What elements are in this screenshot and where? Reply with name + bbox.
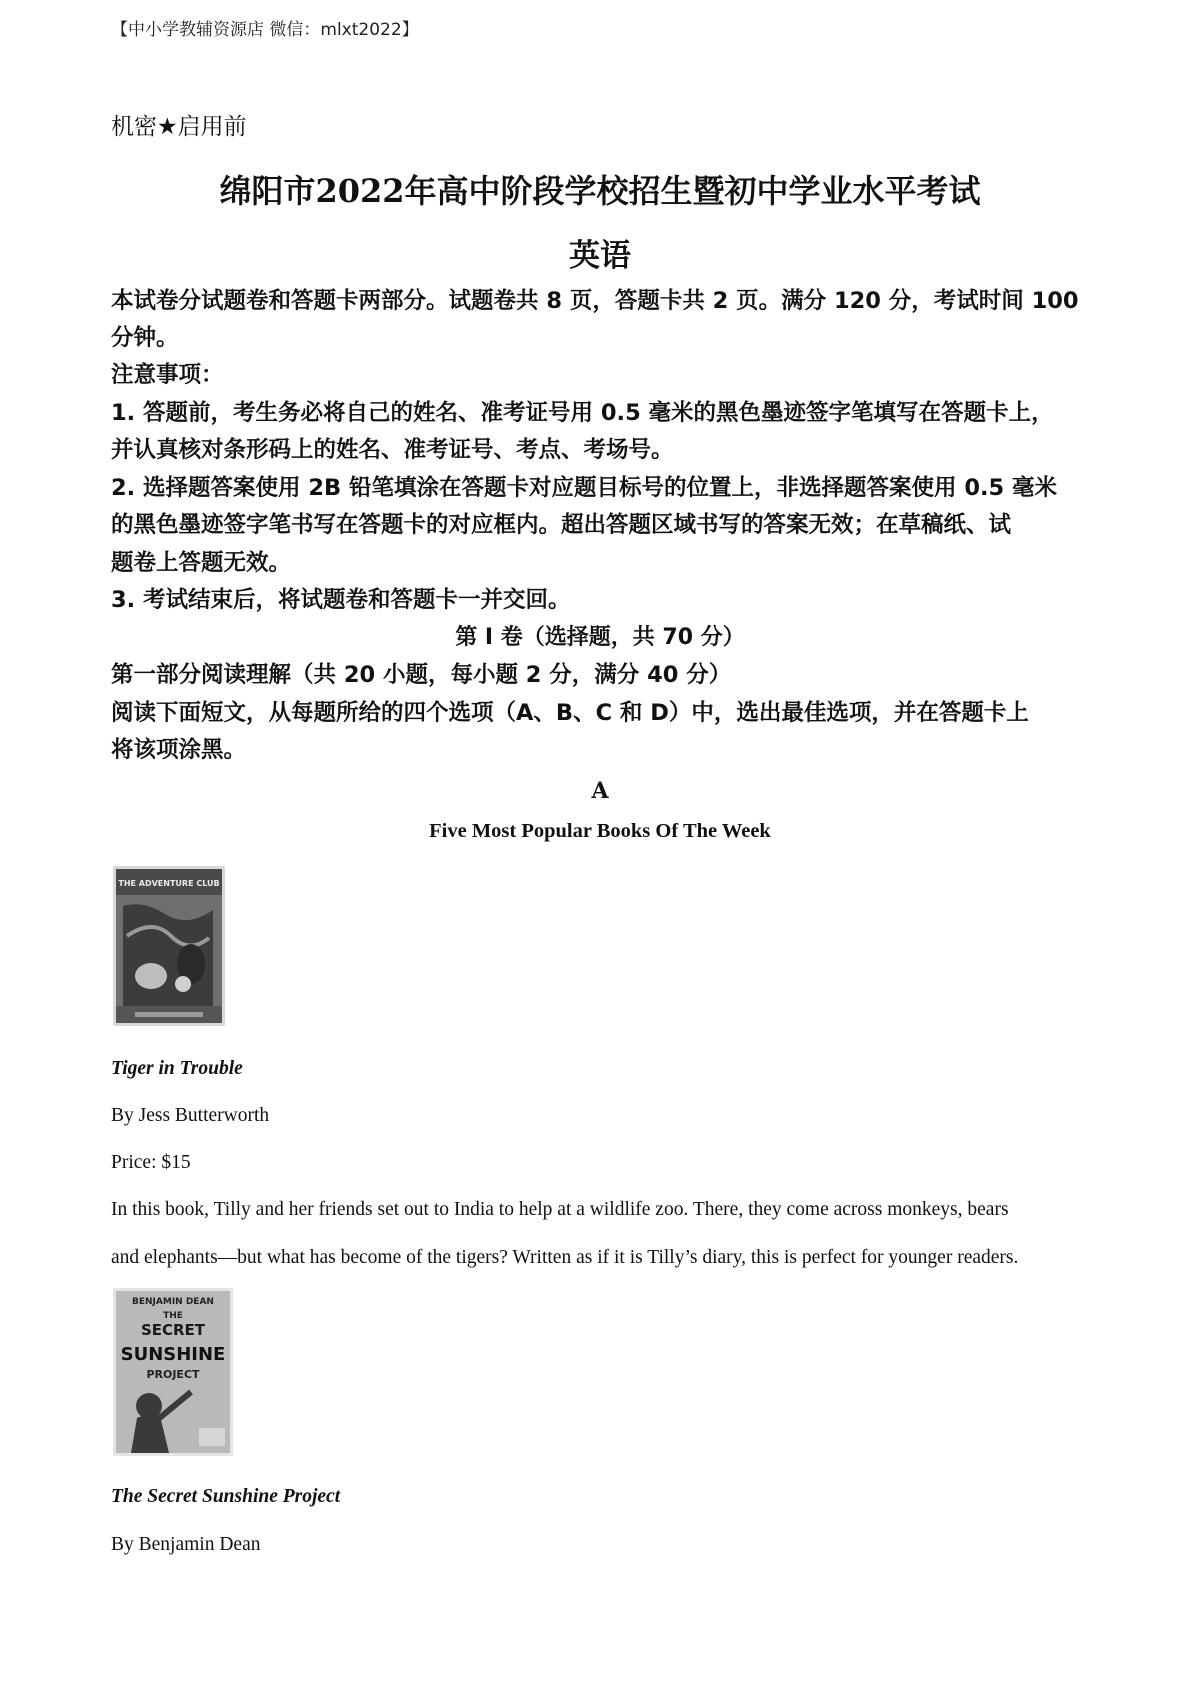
subject-title: 英语	[569, 238, 631, 274]
book-1-title: Tiger in Trouble	[111, 1058, 243, 1079]
exam-title: 绵阳市2022年高中阶段学校招生暨初中学业水平考试	[219, 172, 981, 210]
watermark-header: 【中小学教辅资源店 微信：mlxt2022】	[111, 20, 419, 40]
note-2-line-3: 题卷上答题无效。	[111, 550, 292, 576]
note-2-line-1: 2. 选择题答案使用 2B 铅笔填涂在答题卡对应题目标号的位置上，非选择题答案使用 0.5 毫米	[111, 475, 1058, 501]
note-1-line-1: 1. 答题前，考生务必将自己的姓名、准考证号用 0.5 毫米的黑色墨迹签字笔填写在答题卡上，	[111, 400, 1054, 426]
book-1-price: Price: $15	[111, 1152, 191, 1173]
book-cover-tiger-in-trouble	[113, 866, 225, 1026]
confidential-label: 机密★启用前	[111, 114, 247, 140]
book-1-description-line-1: In this book, Tilly and her friends set out to India to help at a wildlife zoo. There, they come across monkeys, bears	[111, 1199, 1009, 1220]
note-1-line-2: 并认真核对条形码上的姓名、准考证号、考点、考场号。	[111, 437, 674, 463]
notes-heading: 注意事项：	[111, 362, 224, 388]
cover-1-text: THE ADVENTURE CLUB	[118, 879, 220, 888]
cover-2-author: BENJAMIN DEAN	[132, 1297, 214, 1307]
book-cover-secret-sunshine-project	[113, 1288, 233, 1456]
cover-2-secret: SECRET	[140, 1321, 206, 1339]
book-2-title: The Secret Sunshine Project	[111, 1486, 341, 1507]
cover-2-sunshine: SUNSHINE	[120, 1344, 226, 1365]
cover-2-the: THE	[163, 1311, 183, 1321]
book-1-author: By Jess Butterworth	[111, 1105, 270, 1126]
book-1-description-line-2: and elephants—but what has become of the tigers? Written as if it is Tilly’s diary, this is perfect for younger readers.	[111, 1247, 1019, 1268]
part1-instruction-line-1: 阅读下面短文，从每题所给的四个选项（A、B、C 和 D）中，选出最佳选项，并在答题卡上	[111, 700, 1029, 726]
part1-instruction-line-2: 将该项涂黑。	[111, 737, 247, 763]
volume-label: 第 I 卷（选择题，共 70 分）	[455, 625, 745, 650]
intro-line-2: 分钟。	[111, 325, 179, 351]
book-2-author: By Benjamin Dean	[111, 1534, 261, 1555]
book-cover-image	[113, 866, 225, 1026]
passage-title: Five Most Popular Books Of The Week	[429, 820, 771, 842]
intro-line-1: 本试卷分试题卷和答题卡两部分。试题卷共 8 页，答题卡共 2 页。满分 120 分，考试时间 100	[111, 288, 1079, 314]
note-2-line-2: 的黑色墨迹签字笔书写在答题卡的对应框内。超出答题区域书写的答案无效；在草稿纸、试	[111, 512, 1012, 538]
book-cover-image	[113, 1288, 233, 1456]
note-3: 3. 考试结束后，将试题卷和答题卡一并交回。	[111, 587, 571, 613]
cover-2-project: PROJECT	[146, 1368, 200, 1381]
part1-heading: 第一部分阅读理解（共 20 小题，每小题 2 分，满分 40 分）	[111, 662, 732, 688]
passage-letter: A	[591, 778, 609, 804]
